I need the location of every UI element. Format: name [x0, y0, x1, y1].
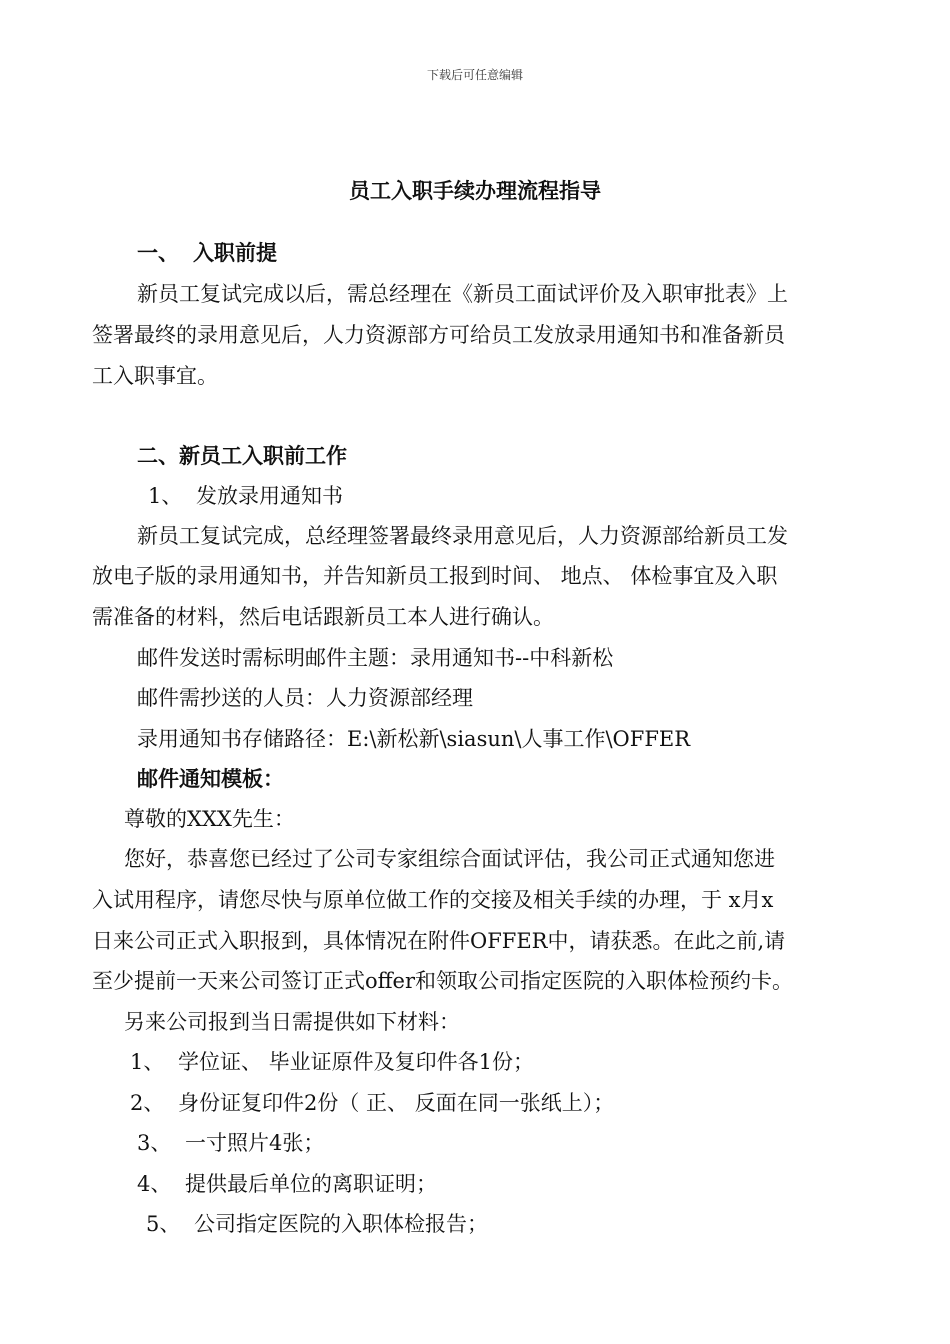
- section-1-paragraph-line: 新员工复试完成以后，需总经理在《新员工面试评价及入职审批表》上: [137, 282, 788, 306]
- material-text: 身份证复印件2份（ 正、 反面在同一张纸上）；: [178, 1091, 615, 1115]
- material-number: 3、: [137, 1131, 172, 1155]
- section-2-paragraph-line: 新员工复试完成，总经理签署最终录用意见后，人力资源部给新员工发: [137, 524, 788, 548]
- letter-line: 至少提前一天来公司签订正式offer和领取公司指定医院的入职体检预约卡。: [92, 969, 794, 993]
- template-heading: 邮件通知模板：: [137, 767, 284, 791]
- letter-line: 您好，恭喜您已经过了公司专家组综合面试评估，我公司正式通知您进: [124, 847, 775, 871]
- page-header-note: 下载后可任意编辑: [426, 68, 523, 82]
- material-text: 公司指定医院的入职体检报告；: [194, 1212, 488, 1236]
- document-title: 员工入职手续办理流程指导: [349, 179, 601, 203]
- letter-line: 日来公司正式入职报到，具体情况在附件OFFER中，请获悉。在此之前,请: [92, 929, 786, 953]
- section-1-paragraph-line: 签署最终的录用意见后，人力资源部方可给员工发放录用通知书和准备新员: [92, 323, 785, 347]
- letter-line: 入试用程序，请您尽快与原单位做工作的交接及相关手续的办理，于 x月x: [92, 888, 774, 912]
- section-1-heading: 入职前提: [193, 241, 277, 265]
- material-number: 5、: [146, 1212, 181, 1236]
- material-number: 4、: [137, 1172, 172, 1196]
- section-2-heading: 二、新员工入职前工作: [137, 444, 347, 468]
- letter-salutation: 尊敬的XXX先生：: [124, 807, 295, 831]
- material-number: 2、: [130, 1091, 165, 1115]
- mail-subject-line: 邮件发送时需标明邮件主题：录用通知书--中科新松: [137, 646, 614, 670]
- section-2-paragraph-line: 需准备的材料，然后电话跟新员工本人进行确认。: [92, 605, 554, 629]
- mail-cc-line: 邮件需抄送的人员：人力资源部经理: [137, 686, 473, 710]
- materials-intro: 另来公司报到当日需提供如下材料：: [124, 1010, 460, 1034]
- item-1-number: 1、: [148, 484, 183, 508]
- material-text: 学位证、 毕业证原件及复印件各1份；: [178, 1050, 535, 1074]
- item-1-text: 发放录用通知书: [196, 484, 343, 508]
- section-1-number: 一、: [137, 241, 179, 265]
- storage-path-line: 录用通知书存储路径：E:\新松新\siasun\人事工作\OFFER: [137, 727, 691, 751]
- material-text: 一寸照片4张；: [185, 1131, 325, 1155]
- material-text: 提供最后单位的离职证明；: [185, 1172, 437, 1196]
- section-1-paragraph-line: 工入职事宜。: [92, 364, 218, 388]
- section-2-paragraph-line: 放电子版的录用通知书，并告知新员工报到时间、 地点、 体检事宜及入职: [92, 564, 778, 588]
- material-number: 1、: [130, 1050, 165, 1074]
